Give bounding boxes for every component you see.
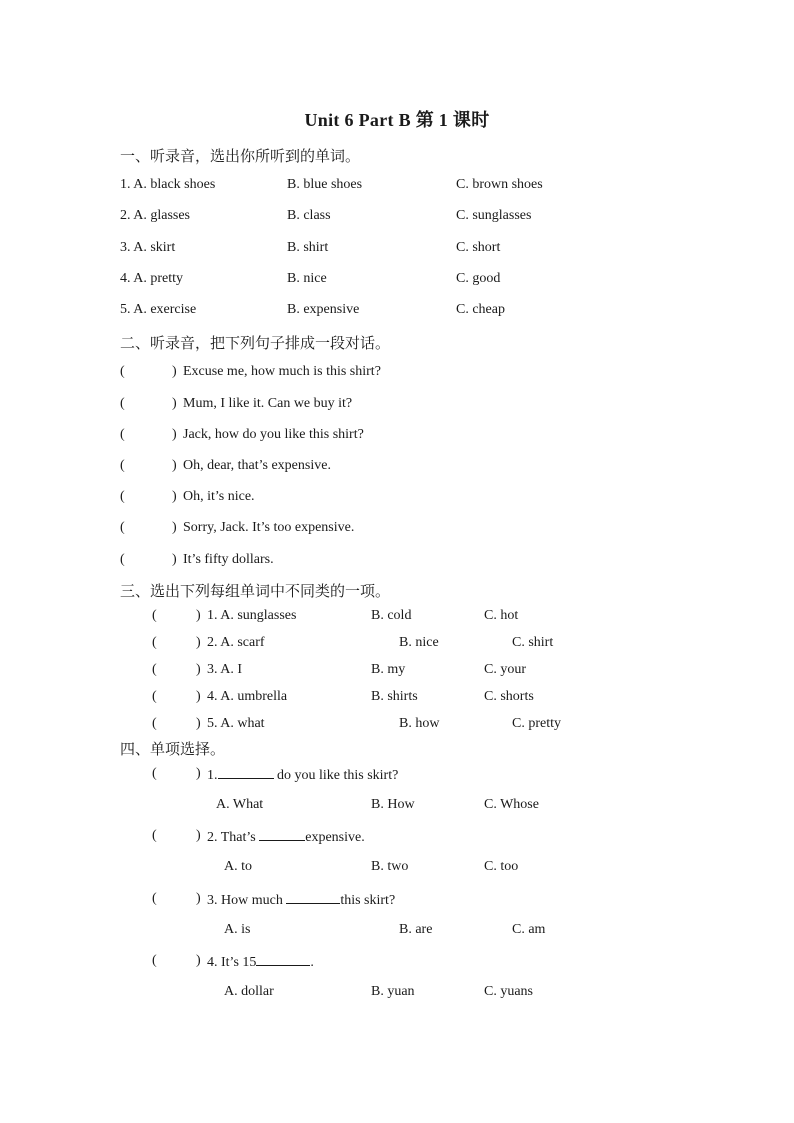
s3-q2-option-b: B. nice [399,635,439,650]
s2-open-paren: ( [120,427,125,442]
s4-q2-option-a: A. to [224,859,252,874]
s4-open-paren: ( [152,828,157,843]
s3-close-paren: ) [196,716,201,731]
s4-q4-option-b: B. yuan [371,984,415,999]
stem-prefix: How much [221,893,287,908]
answer-blank [218,766,274,779]
s3-q3-option-c: C. your [484,662,526,677]
s4-q3-option-b: B. are [399,922,433,937]
s3-q3-option-a: 3. A. I [207,662,242,677]
s1-q2-option-b: B. class [287,208,331,223]
s2-close-paren: ) [172,489,177,504]
s2-sentence: Sorry, Jack. It’s too expensive. [183,520,355,535]
s3-q4-option-c: C. shorts [484,689,534,704]
s2-close-paren: ) [172,552,177,567]
stem-suffix: this skirt? [340,893,396,908]
answer-blank [286,891,340,904]
s4-open-paren: ( [152,766,157,781]
s4-q3-option-c: C. am [512,922,546,937]
s3-q1-option-a: 1. A. sunglasses [207,608,297,623]
s3-open-paren: ( [152,662,157,677]
s4-q1-option-b: B. How [371,797,415,812]
s2-open-paren: ( [120,364,125,379]
s1-q5-option-c: C. cheap [456,302,505,317]
question-number: 3. [207,893,218,908]
s1-q3-option-a: 3. A. skirt [120,240,176,255]
s4-q3-stem [207,891,395,909]
s2-sentence: Jack, how do you like this shirt? [183,427,364,442]
s3-open-paren: ( [152,608,157,623]
stem-prefix: That’s [220,830,260,845]
s4-close-paren: ) [196,953,201,968]
answer-blank [256,953,310,966]
s1-q5-option-a: 5. A. exercise [120,302,197,317]
s3-q2-option-c: C. shirt [512,635,554,650]
s4-q2-option-c: C. too [484,859,519,874]
s4-q4-stem [207,953,314,971]
s4-q1-stem [207,766,398,784]
s4-close-paren: ) [196,891,201,906]
s1-q3-option-b: B. shirt [287,240,329,255]
s2-sentence: Oh, dear, that’s expensive. [183,458,331,473]
s2-close-paren: ) [172,458,177,473]
section3-heading: 三、选出下列每组单词中不同类的一项。 [120,584,391,600]
s4-q1-option-a: A. What [216,797,264,812]
stem-suffix: do you like this skirt? [273,768,399,783]
s4-open-paren: ( [152,953,157,968]
page-title: Unit 6 Part B 第 1 课时 [304,110,490,130]
s4-q4-option-c: C. yuans [484,984,533,999]
s3-q4-option-a: 4. A. umbrella [207,689,288,704]
s3-close-paren: ) [196,689,201,704]
s4-q2-option-b: B. two [371,859,409,874]
answer-blank [259,828,305,841]
s4-q2-stem [207,828,365,846]
s3-q4-option-b: B. shirts [371,689,418,704]
s2-sentence: Oh, it’s nice. [183,489,255,504]
section2-heading: 二、听录音，把下列句子排成一段对话。 [120,336,391,352]
s2-open-paren: ( [120,458,125,473]
s1-q5-option-b: B. expensive [287,302,360,317]
s2-open-paren: ( [120,489,125,504]
s2-close-paren: ) [172,396,177,411]
s4-open-paren: ( [152,891,157,906]
stem-suffix: expensive. [305,830,365,845]
s2-open-paren: ( [120,520,125,535]
s2-sentence: Mum, I like it. Can we buy it? [183,396,353,411]
s2-open-paren: ( [120,396,125,411]
s3-q1-option-c: C. hot [484,608,519,623]
s3-q5-option-a: 5. A. what [207,716,265,731]
s1-q4-option-a: 4. A. pretty [120,271,183,286]
s3-q1-option-b: B. cold [371,608,412,623]
s1-q1-option-a: 1. A. black shoes [120,177,216,192]
s3-q3-option-b: B. my [371,662,406,677]
s2-open-paren: ( [120,552,125,567]
s3-close-paren: ) [196,608,201,623]
stem-suffix: . [310,955,314,970]
s4-q1-option-c: C. Whose [484,797,539,812]
question-number: 4. [207,955,218,970]
s3-open-paren: ( [152,635,157,650]
s3-open-paren: ( [152,716,157,731]
s3-close-paren: ) [196,635,201,650]
s4-close-paren: ) [196,828,201,843]
s2-close-paren: ) [172,520,177,535]
s1-q4-option-b: B. nice [287,271,327,286]
s3-q2-option-a: 2. A. scarf [207,635,265,650]
s2-close-paren: ) [172,427,177,442]
s4-q3-option-a: A. is [224,922,251,937]
s2-sentence: Excuse me, how much is this shirt? [183,364,381,379]
s3-open-paren: ( [152,689,157,704]
s1-q1-option-c: C. brown shoes [456,177,543,192]
s3-q5-option-c: C. pretty [512,716,561,731]
s2-close-paren: ) [172,364,177,379]
section1-heading: 一、听录音，选出你所听到的单词。 [120,149,361,165]
s1-q1-option-b: B. blue shoes [287,177,363,192]
s4-q4-option-a: A. dollar [224,984,274,999]
s1-q2-option-c: C. sunglasses [456,208,532,223]
s1-q3-option-c: C. short [456,240,501,255]
s3-q5-option-b: B. how [399,716,440,731]
question-number: 2. [207,830,218,845]
s3-close-paren: ) [196,662,201,677]
s4-close-paren: ) [196,766,201,781]
section4-heading: 四、单项选择。 [120,742,226,758]
s2-sentence: It’s fifty dollars. [183,552,274,567]
stem-prefix: It’s 15 [221,955,257,970]
s1-q2-option-a: 2. A. glasses [120,208,190,223]
question-number: 1. [207,768,218,783]
s1-q4-option-c: C. good [456,271,501,286]
